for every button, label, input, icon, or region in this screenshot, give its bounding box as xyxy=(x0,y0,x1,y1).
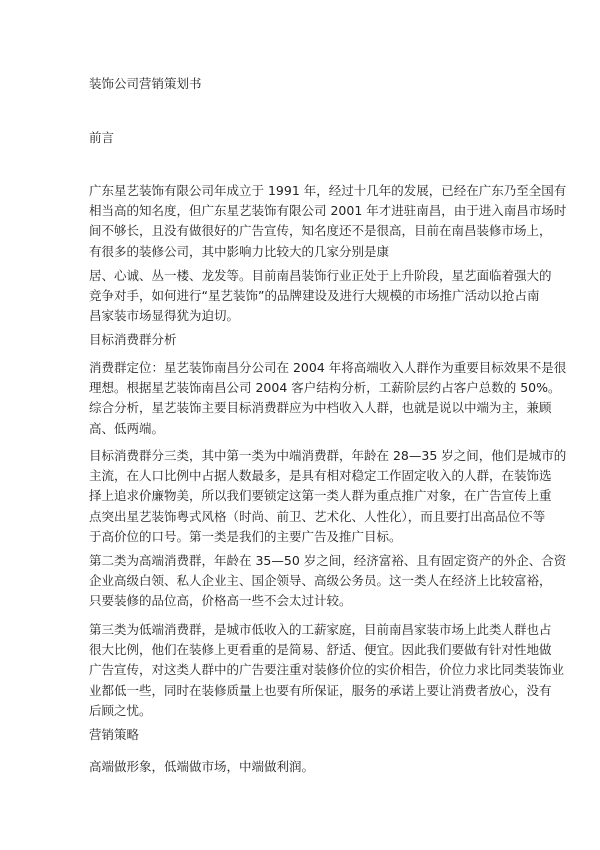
paragraph-preface-1 xyxy=(89,181,567,262)
text-line: 竞争对手，如何进行“星艺装饰”的品牌建设及进行大规模的市场推广活动以抢占南 xyxy=(89,288,540,304)
paragraph-target-1 xyxy=(89,358,567,439)
paragraph-target-4 xyxy=(89,620,565,721)
text-line: 于高价位的口号。第一类是我们的主要广告及推广目标。 xyxy=(89,528,402,544)
text-line: 昌家装市场显得犹为迫切。 xyxy=(89,308,240,324)
paragraph-target-3 xyxy=(89,551,567,612)
text-line: 居、心诚、丛一楼、龙发等。目前南昌装饰行业正处于上升阶段，星艺面临着强大的 xyxy=(89,268,552,283)
document-title: 装饰公司营销策划书 xyxy=(89,76,202,91)
text-line: 有很多的装修公司，其中影响力比较大的几家分别是康 xyxy=(89,243,390,259)
text-line: 企业高级白领、私人企业主、国企领导、高级公务员。这一类人在经济上比较富裕， xyxy=(89,573,552,589)
text-line: 第二类为高端消费群，年龄在 35—50 岁之间，经济富裕、且有固定资产的外企、合资 xyxy=(89,553,567,568)
text-line: 综合分析，星艺装饰主要目标消费群应为中档收入人群，也就是说以中端为主，兼顾 xyxy=(89,400,552,416)
paragraph-target-2 xyxy=(89,446,567,547)
text-line: 业都低一些，同时在装修质量上也要有所保证，服务的承诺上要让消费者放心，没有 xyxy=(89,682,552,698)
text-line: 只要装修的品位高，价格高一些不会太过计较。 xyxy=(89,593,352,609)
text-line: 主流，在人口比例中占据人数最多，是具有相对稳定工作固定收入的人群，在装饰选 xyxy=(89,468,552,484)
text-line: 间不够长，且没有做很好的广告宣传，知名度还不是很高，目前在南昌装修市场上， xyxy=(89,223,552,239)
text-line: 很大比例，他们在装修上更看重的是简易、舒适、便宜。因此我们要做有针对性地做 xyxy=(89,642,552,658)
text-line: 广告宣传，对这类人群中的广告要注重对装修价位的实价相告，价位力求比同类装饰业 xyxy=(89,662,565,678)
text-line: 广东星艺装饰有限公司年成立于 1991 年，经过十几年的发展，已经在广东乃至全国有 xyxy=(89,183,567,198)
text-line: 高、低两端。 xyxy=(89,420,165,436)
heading-preface: 前言 xyxy=(89,130,115,145)
text-line: 高端做形象，低端做市场，中端做利润。 xyxy=(89,759,315,774)
paragraph-strategy-1 xyxy=(89,757,515,777)
paragraph-preface-2 xyxy=(89,266,552,327)
heading-marketing-strategy: 营销策略 xyxy=(89,727,140,742)
text-line: 消费群定位：星艺装饰南昌分公司在 2004 年将高端收入人群作为重要目标效果不是很 xyxy=(89,360,567,375)
text-line: 后顾之忧。 xyxy=(89,702,152,718)
heading-target-consumers: 目标消费群分析 xyxy=(89,332,177,347)
text-line: 理想。根据星艺装饰南昌公司 2004 客户结构分析，工薪阶层约占客户总数的 50%。 xyxy=(89,380,561,396)
text-line: 点突出星艺装饰粤式风格（时尚、前卫、艺术化、人性化），而且要打出高品位不等 xyxy=(89,508,546,524)
text-line: 择上追求价廉物美，所以我们要锁定这第一类人群为重点推广对象，在广告宣传上重 xyxy=(89,488,552,504)
text-line: 目标消费群分三类，其中第一类为中端消费群，年龄在 28—35 岁之间，他们是城市的 xyxy=(89,448,567,463)
text-line: 相当高的知名度，但广东星艺装饰有限公司 2001 年才进驻南昌，由于进入南昌市场时 xyxy=(89,203,567,219)
text-line: 第三类为低端消费群，是城市低收入的工薪家庭，目前南昌家装市场上此类人群也占 xyxy=(89,622,552,637)
